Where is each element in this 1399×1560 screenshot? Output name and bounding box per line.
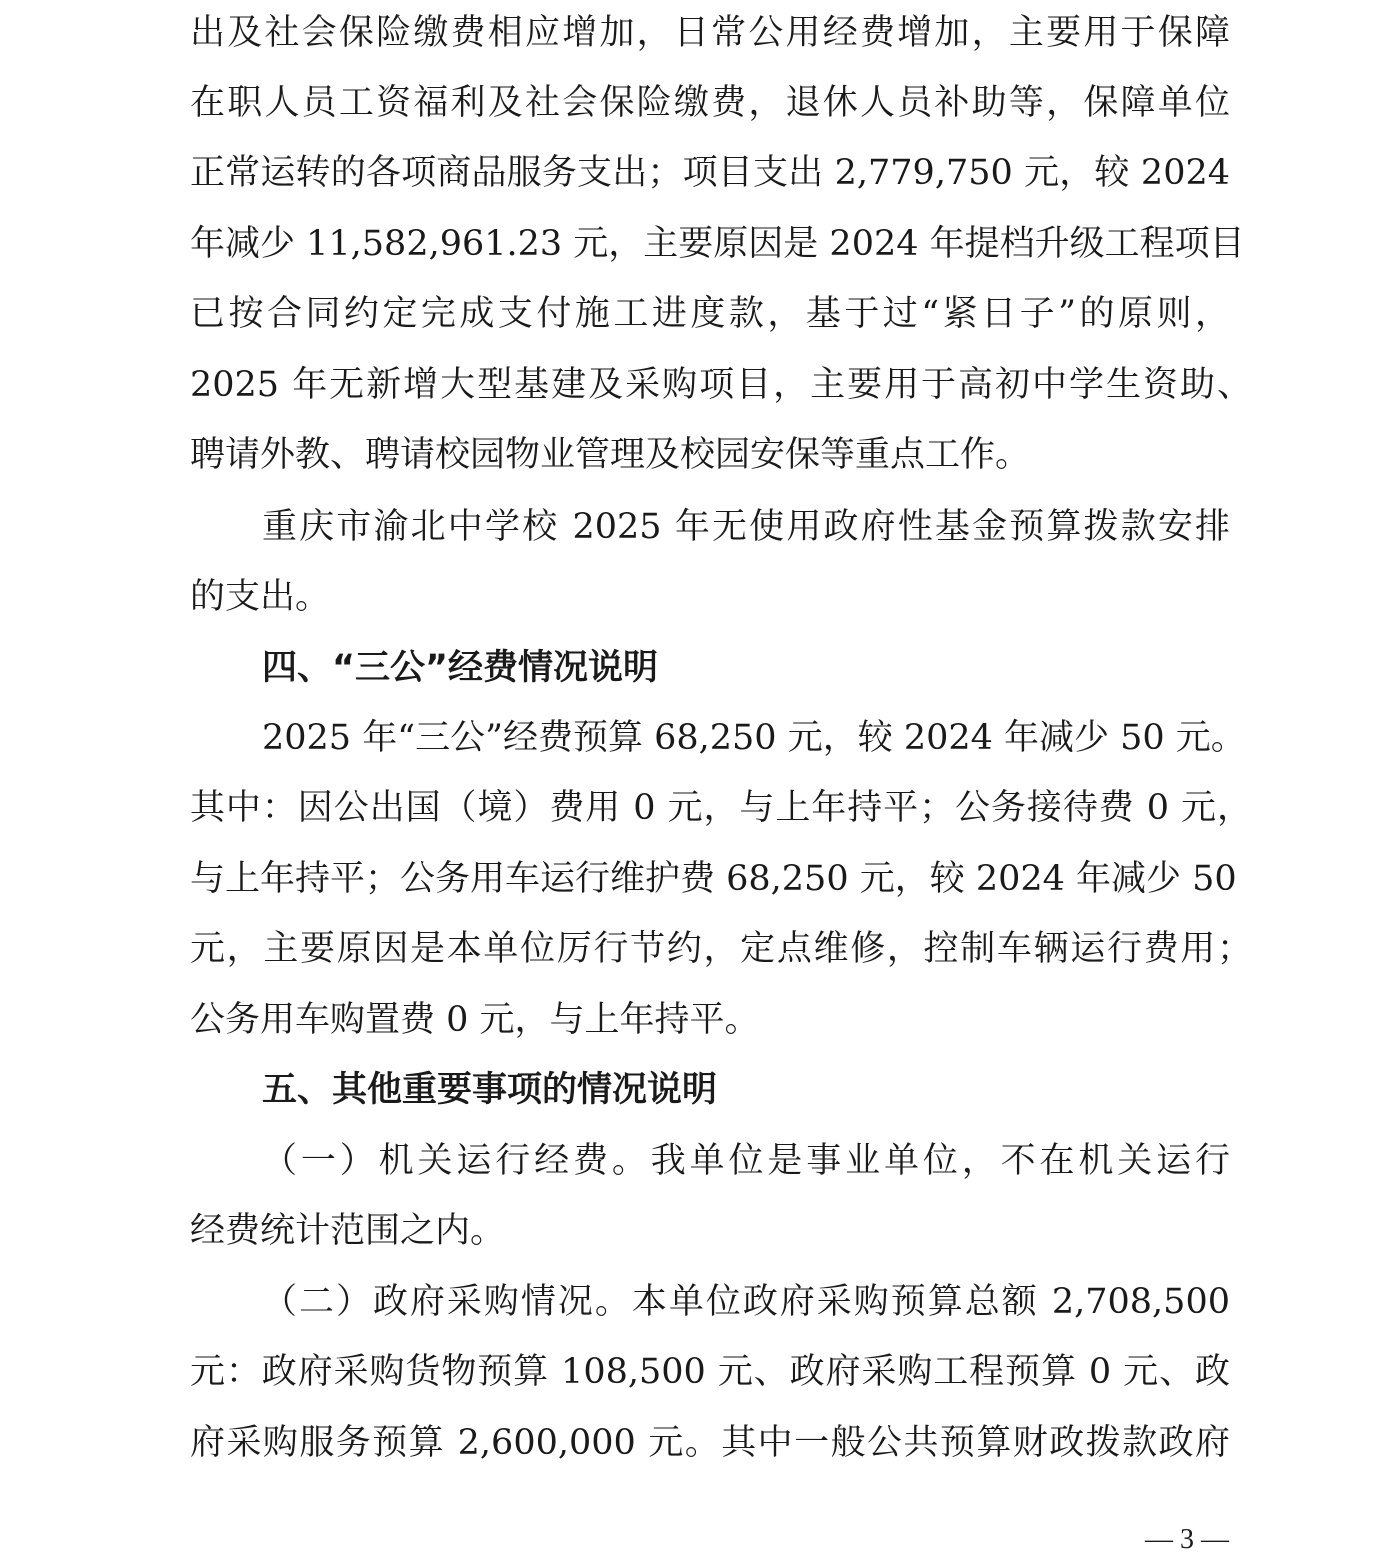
- subsection-title: （一）机关运行经费。: [262, 1141, 651, 1181]
- paragraph-line: 2025 年无新增大型基建及采购项目，主要用于高初中学生资助、: [190, 365, 1252, 405]
- paragraph-line: 元，主要原因是本单位厉行节约，定点维修，控制车辆运行费用；: [190, 929, 1252, 969]
- paragraph-text: 本单位政府采购预算总额 2,708,500: [631, 1282, 1230, 1322]
- paragraph-line: 出及社会保险缴费相应增加，日常公用经费增加，主要用于保障: [190, 13, 1230, 53]
- paragraph-line: 在职人员工资福利及社会保险缴费，退休人员补助等，保障单位: [190, 83, 1230, 123]
- section-heading-five: 五、其他重要事项的情况说明: [262, 1070, 718, 1110]
- paragraph-line: 经费统计范围之内。: [190, 1211, 506, 1251]
- section-heading-four: 四、“三公”经费情况说明: [262, 648, 659, 688]
- paragraph-line: 聘请外教、聘请校园物业管理及校园安保等重点工作。: [190, 435, 1031, 475]
- subsection-title: （二）政府采购情况。: [262, 1282, 632, 1322]
- paragraph-line: 已按合同约定完成支付施工进度款，基于过“紧日子”的原则，: [190, 294, 1230, 334]
- paragraph-line: 公务用车购置费 0 元，与上年持平。: [190, 1000, 760, 1040]
- paragraph-line: 府采购服务预算 2,600,000 元。其中一般公共预算财政拨款政府: [190, 1423, 1230, 1463]
- paragraph-line: 重庆市渝北中学校 2025 年无使用政府性基金预算拨款安排: [262, 507, 1230, 547]
- paragraph-line: 2025 年“三公”经费预算 68,250 元，较 2024 年减少 50 元。: [262, 718, 1246, 758]
- paragraph-line: 年减少 11,582,961.23 元，主要原因是 2024 年提档升级工程项目: [190, 224, 1245, 264]
- page-number: — 3 —: [1145, 1524, 1229, 1555]
- paragraph-line: 与上年持平；公务用车运行维护费 68,250 元，较 2024 年减少 50: [190, 859, 1237, 899]
- paragraph-line: [262, 1277, 1230, 1327]
- paragraph-line: 正常运转的各项商品服务支出；项目支出 2,779,750 元，较 2024: [190, 153, 1230, 193]
- paragraph-line: [262, 1136, 1230, 1186]
- paragraph-line: 的支出。: [190, 577, 331, 617]
- paragraph-line: 其中：因公出国（境）费用 0 元，与上年持平；公务接待费 0 元，: [190, 788, 1252, 828]
- paragraph-text: 我单位是事业单位，不在机关运行: [650, 1141, 1230, 1181]
- paragraph-line: 元：政府采购货物预算 108,500 元、政府采购工程预算 0 元、政: [190, 1352, 1230, 1392]
